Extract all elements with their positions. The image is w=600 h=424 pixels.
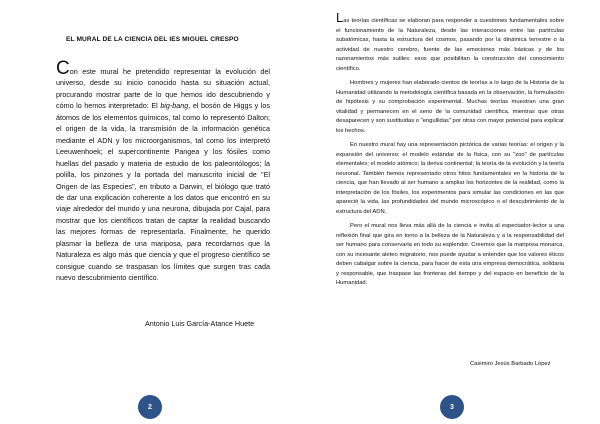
left-body-text (56, 58, 270, 284)
drop-cap: L (336, 10, 344, 25)
paragraph-2: Hombres y mujeres han elaborado cientos de teorías a lo largo de la Historia de la Humanidad utilizando la metodología científica basada en la observación, la formulación de hipótesis y su comprobación experimental. Muchas teorías muestran una gran vitalidad y permanecen en el seno de la comunidad científica, mientras que otras desaparecen y son sustituidas o "engullidas" por otras con mayor potencial para explicar los hechos. (336, 80, 564, 134)
body-text-1: on este mural he pretendido representar la evolución del universo, desde su inicio conocido hasta su situación actual, procurando mostrar parte de lo que hemos ido descubriendo y cómo lo hemos interpretado: El (56, 67, 270, 111)
paragraph-3: En nuestro mural hay una representación pictórica de varias teorías: el origen y la expansión del universo; el modelo estándar de la física, con su "zoo" de partículas elementales; el modelo atómico; la deriva continental; la teoría de la evolución y la teoría neuronal. También hemos representado otros hitos fundamentales en la historia de la ciencia, que han llevado al ser humano a ampliar los horizontes de la realidad, como la interpretación de los fósiles, los experimentos para simular las condiciones en las que apareció la vida, las profundidades del mundo microscópico o el descubrimiento de la estructura del ADN. (336, 142, 564, 215)
paragraph-1: Las teorías científicas se elaboran para responder a cuestiones fundamentales sobre el funcionamiento de la Naturaleza, desde las interacciones entre las partículas subatómicas, hasta la estructura del cosmos, pasando por la dinámica terrestre o la actividad de nuestro cerebro, fuente de las emociones más básicas y de los razonamientos más sutiles: esos que posibilitan la construcción del conocimiento científico. (336, 10, 564, 72)
body-text-2: , el bosón de Higgs y los átomos de los elementos químicos, tal como lo representó Dalton; el origen de la vida, la transmisión de la información genética mediante el ADN y los microorganismos, tal como los interpretó Leeuwenhoek; el supercontinente Pangea y los fósiles como huellas del pasado y materia de estudio de los paleontólogos; la polilla, los pinzones y la portada del manuscrito inicial de "El Origen de las Especies", en tributo a Darwin, el biólogo que trató de dar una explicación coherente a los datos que encontró en su viaje alrededor del mundo y una neurona, dibujada por Cajal, para mostrar que los científicos tratan de captar la realidad buscando las mejores formas de representarla. Finalmente, he querido plasmar la belleza de una mariposa, para recordarnos que la Naturaleza es algo más que ciencia y que el progreso científico se consigue cuando se traspasan los límites que surgen tras cada nuevo descubrimiento científico. (56, 101, 270, 283)
page-title: EL MURAL DE LA CIENCIA DEL IES MIGUEL CRESPO (66, 36, 239, 43)
right-signature: Casimiro Jesús Barbado López (470, 361, 551, 367)
right-page (300, 0, 600, 424)
page-number-badge: 3 (440, 395, 464, 419)
left-signature: Antonio Luis García-Atance Huete (145, 319, 255, 328)
right-body-text (336, 10, 564, 294)
paragraph-4: Pero el mural nos lleva más allá de la ciencia e invita al espectador-lector a una reflexión final que gira en torno a la belleza de la Naturaleza y a la responsabilidad del ser humano para conservarla en todo su esplendor. Creemos que la mariposa monarca, con su incesante aleteo migratorio, nos puede ayudar a entender que los valores éticos deben cabalgar sobre la ciencia, para hacer de esta una empresa democrática, solidaria y responsable, que traspase las fronteras del tiempo y del espacio en beneficio de la Humanidad. (336, 223, 564, 286)
big-bang-term: big-bang (160, 101, 189, 111)
page-number-badge: 2 (138, 395, 162, 419)
drop-cap: C (56, 58, 70, 79)
